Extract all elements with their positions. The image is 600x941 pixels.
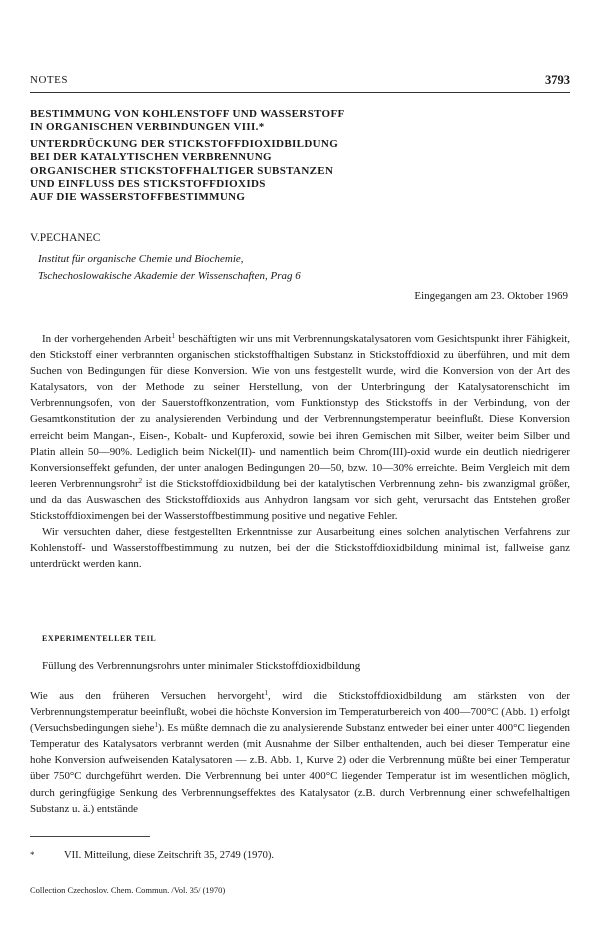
subtitle-line-3: ORGANISCHER STICKSTOFFHALTIGER SUBSTANZEN (30, 164, 334, 177)
footnote (30, 850, 274, 861)
header-rule (30, 92, 570, 93)
article-title (30, 108, 570, 205)
received-date: Eingegangen am 23. Oktober 1969 (414, 290, 568, 302)
reference-1: 1 (171, 332, 176, 340)
author-name: V.PECHANEC (30, 232, 101, 244)
exp-text-a: Wie aus den früheren Versuchen hervorgeht (30, 690, 265, 702)
subtitle-line-5: AUF DIE WASSERSTOFFBESTIMMUNG (30, 191, 246, 204)
running-header (30, 74, 570, 90)
reference-2: 2 (138, 476, 143, 485)
journal-footer: Collection Czechoslov. Chem. Commun. /Vol. 35/ (1970) (30, 885, 226, 895)
institute-line-2: Tschechoslowakische Akademie der Wissenschaften, Prag 6 (38, 270, 301, 282)
intro-text-a: In der vorhergehenden Arbeit (42, 333, 172, 345)
subtitle-line-4: UND EINFLUSS DES STICKSTOFFDIOXIDS (30, 178, 266, 191)
title-line-2: IN ORGANISCHEN VERBINDUNGEN VIII.* (30, 121, 265, 134)
introduction-text (30, 331, 570, 572)
reference-1: 1 (154, 721, 158, 730)
section-heading: EXPERIMENTELLER TEIL (42, 634, 157, 643)
institute-affiliation (38, 251, 301, 285)
title-line-1: BESTIMMUNG VON KOHLENSTOFF UND WASSERSTOFF (30, 108, 345, 120)
experimental-paragraph-1 (30, 688, 570, 817)
page-number: 3793 (545, 73, 570, 87)
reference-1: 1 (264, 689, 268, 697)
subsection-heading: Füllung des Verbrennungsrohrs unter minimaler Stickstoffdioxidbildung (42, 660, 361, 672)
subtitle-line-1: UNTERDRÜCKUNG DER STICKSTOFFDIOXIDBILDUNG (30, 137, 339, 150)
footnote-text: VII. Mitteilung, diese Zeitschrift 35, 2749 (1970). (64, 850, 274, 861)
footnote-rule (30, 836, 150, 837)
intro-paragraph-1 (30, 331, 570, 524)
experimental-text (30, 688, 570, 817)
exp-text-c: ). Es müßte demnach die zu analysierende Substanz entweder bei einer unter 400°C liegenden Temperatur des Katalysators verbrannt werden (mit Ausnahme der Silber enthaltenden, auch bei dieser Temperatur eine hohe Konversion aufweisenden Katalysatoren — z.B. Abb. 1, Kurve 2) oder die Verbrennung müßte bei einer Temperatur über 750°C durchgeführt werden. Die Verbrennung bei unter 400°C liegender Temperatur ist im wesentlichen möglich, durch geringfügige Senkung des Verbrennungseffektes des Katalysator (z.B. durch Verbrennung einer schwefelhaltigen Substanz u. ä.) entstände (30, 722, 570, 815)
intro-text-c: ist die Stickstoffdioxidbildung bei der katalytischen Verbrennung zehn- bis zwanzigmal größer, und da das Auswaschen des Stickstoffdioxids aus Anhydron langsam vor sich geht, verursacht das Entstehen großer Stickstoffdioximengen bei der Wasserstoffbestimmung positive und negative Fehler. (30, 477, 570, 523)
subtitle-line-2: BEI DER KATALYTISCHEN VERBRENNUNG (30, 151, 272, 164)
institute-line-1: Institut für organische Chemie und Biochemie, (38, 253, 244, 265)
intro-text-b: beschäftigten wir uns mit Verbrennungskatalysatoren vom Gesichtspunkt ihrer Fähigkeit, den Stickstoff einer verbrannten organischen stickstoffhaltigen Substanz in Stickstoffdioxid zu überführen, und mit dem Suchen von Bedingungen für diese Konversion. Wie von uns festgestellt wurde, wird die Konversion von der Art des Katalysators, von der Methode zu seiner Herstellung, von der Unterbringung der Katalysatorenschicht im Verbrennungsofen, von der Sauerstoffkonzentration, vom Funktionstyp des Stickstoffs in der Verbindung, von der Gesamtkonstitution der zu analysierenden Verbindung und der Verbrennungstemperatur beeinflußt. Diese Konversion erreicht beim Mangan-, Eisen-, Kobalt- und Kupferoxid, sowie bei ihren Gemischen mit Silber, weiter beim Silber und Platin allein 50—90%. Lediglich beim Nickel(II)- und namentlich beim Chrom(III)-oxid wurde ein deutlich niedrigerer Konversionseffekt gefunden, der unter analogen Bedingungen 20—50, bzw. 10—30% erreichte. Beim Vergleich mit dem leeren Verbrennungsrohr (30, 333, 570, 490)
exp-text-b: , wird die Stickstoffdioxidbildung am stärksten von der Verbrennungstemperatur beeinflußt, wobei die höchste Konversion im Temperaturbereich von 400—700°C (Abb. 1) erfolgt (Versuchsbedingungen siehe (30, 690, 570, 735)
section-label: NOTES (30, 74, 68, 86)
intro-paragraph-2: Wir versuchten daher, diese festgestellten Erkenntnisse zur Ausarbeitung eines solchen analytischen Verfahrens zur Kohlenstoff- und Wasserstoffbestimmung zu nutzen, bei der die Stickstoffdioxidbildung minimal ist, fallweise ganz unterdrückt werden kann. (30, 526, 570, 571)
footnote-mark: * (30, 850, 35, 860)
